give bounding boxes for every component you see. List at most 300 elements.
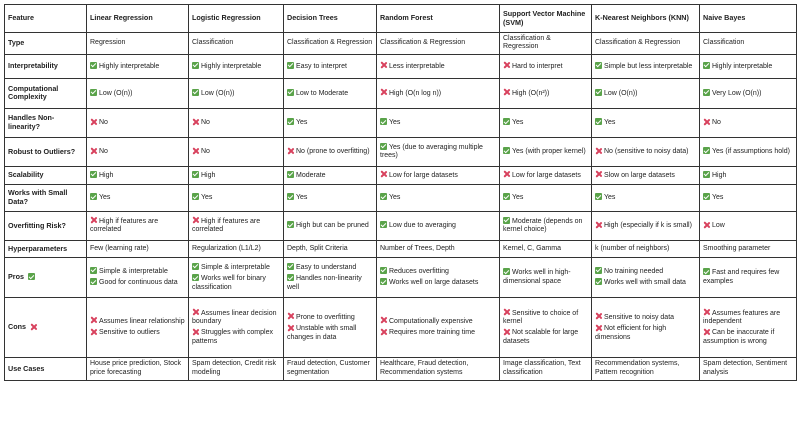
cell-text: Highly interpretable [201, 62, 262, 70]
cell-text: Assumes linear relationship [99, 317, 185, 325]
cross-icon [703, 309, 710, 316]
cell-text: Regression [90, 39, 126, 47]
cell-interpretability-logistic-regression [189, 54, 284, 78]
cell-line [192, 118, 280, 127]
cell-text: Low to Moderate [296, 89, 349, 97]
check-icon [287, 118, 294, 125]
cell-pros-decision-trees [284, 257, 377, 297]
cell-scalability-support-vector-machine-svm [500, 166, 592, 184]
cell-text: Number of Trees, Depth [380, 244, 455, 252]
cross-icon [380, 328, 387, 335]
cell-line [503, 62, 588, 71]
cell-computational-complexity-random-forest [377, 78, 500, 108]
cell-line [595, 278, 696, 287]
cell-type-logistic-regression [189, 33, 284, 55]
cell-computational-complexity-naive-bayes [700, 78, 797, 108]
cell-line [90, 267, 185, 276]
cell-type-support-vector-machine-svm [500, 33, 592, 55]
cell-line [380, 171, 496, 180]
cell-handles-non-linearity-logistic-regression [189, 108, 284, 137]
cross-icon [380, 62, 387, 69]
row-label-robust-to-outliers [5, 137, 87, 166]
check-icon [503, 147, 510, 154]
cell-pros-k-nearest-neighbors-knn [592, 257, 700, 297]
cell-use-cases-naive-bayes [700, 357, 797, 380]
row-label-interpretability [5, 54, 87, 78]
cell-line [287, 62, 373, 71]
cell-line [703, 309, 793, 327]
check-icon [90, 171, 97, 178]
cell-text: No [201, 119, 210, 127]
cell-scalability-random-forest [377, 166, 500, 184]
cell-text: Handles non-linearity well [287, 275, 362, 291]
check-icon [703, 89, 710, 96]
cell-robust-to-outliers-support-vector-machine-svm [500, 137, 592, 166]
cell-text: High if features are correlated [90, 217, 159, 234]
cell-type-linear-regression [87, 33, 189, 55]
cell-line [380, 193, 496, 202]
cell-text: Slow on large datasets [604, 171, 675, 179]
cell-line [287, 147, 373, 156]
cell-line [503, 309, 588, 327]
cell-line [287, 263, 373, 272]
cell-text: Yes (with proper kernel) [512, 148, 586, 156]
row-label-computational-complexity [5, 78, 87, 108]
cell-text: High but can be pruned [296, 222, 369, 230]
cell-use-cases-logistic-regression [189, 357, 284, 380]
cell-scalability-decision-trees [284, 166, 377, 184]
cell-cons-logistic-regression [189, 297, 284, 357]
cross-icon [192, 147, 199, 154]
cell-computational-complexity-linear-regression [87, 78, 189, 108]
check-icon [380, 267, 387, 274]
check-icon [703, 268, 710, 275]
cell-hyperparameters-random-forest [377, 240, 500, 257]
cross-icon [595, 147, 602, 154]
cell-line [90, 89, 185, 98]
cell-text: Classification & Regression [380, 39, 466, 47]
cell-cons-naive-bayes [700, 297, 797, 357]
cell-line [595, 89, 696, 98]
cell-hyperparameters-logistic-regression [189, 240, 284, 257]
cell-line [703, 245, 793, 253]
cell-works-with-small-data-random-forest [377, 184, 500, 211]
header-random-forest: Random Forest [377, 5, 500, 33]
check-icon [503, 217, 510, 224]
cell-line [192, 274, 280, 292]
check-icon [90, 89, 97, 96]
cell-line [595, 171, 696, 180]
cell-text: Yes [389, 194, 401, 202]
cell-line [503, 328, 588, 346]
cell-text: Yes [99, 194, 111, 202]
cell-line [287, 118, 373, 127]
cell-line [192, 193, 280, 202]
cell-line [703, 118, 793, 127]
cell-text: Yes [512, 119, 524, 127]
cell-text: High (O(n log n)) [389, 89, 442, 97]
cell-text: Assumes features are independent [703, 309, 781, 325]
cell-line [380, 221, 496, 230]
cell-text: No [712, 119, 721, 127]
row-label-text: Scalability [8, 170, 44, 180]
cell-text: Low for large datasets [512, 171, 581, 179]
cell-line [703, 360, 793, 377]
cell-line [380, 89, 496, 98]
table-row-works-with-small-data [5, 184, 797, 211]
cell-line [703, 221, 793, 230]
check-icon [287, 171, 294, 178]
cell-use-cases-random-forest [377, 357, 500, 380]
cell-scalability-naive-bayes [700, 166, 797, 184]
check-icon [380, 221, 387, 228]
cell-text: Classification [192, 39, 234, 47]
row-label-type [5, 33, 87, 55]
cell-text: Works well with small data [604, 279, 686, 287]
check-icon [503, 268, 510, 275]
cell-text: High if features are correlated [192, 217, 261, 234]
cell-cons-linear-regression [87, 297, 189, 357]
row-label-overfitting-risk [5, 211, 87, 240]
cross-icon [380, 171, 387, 178]
cell-text: Good for continuous data [99, 279, 178, 287]
cell-hyperparameters-decision-trees [284, 240, 377, 257]
row-label-handles-non-linearity [5, 108, 87, 137]
check-icon [192, 274, 199, 281]
row-label-works-with-small-data [5, 184, 87, 211]
cell-works-with-small-data-support-vector-machine-svm [500, 184, 592, 211]
cell-line [192, 39, 280, 47]
cell-line [595, 324, 696, 342]
table-row-hyperparameters [5, 240, 797, 257]
cell-text: Classification & Regression [595, 39, 681, 47]
header-feature: Feature [5, 5, 87, 33]
cell-works-with-small-data-k-nearest-neighbors-knn [592, 184, 700, 211]
check-icon [595, 89, 602, 96]
check-icon [595, 62, 602, 69]
check-icon [595, 193, 602, 200]
cell-text: Highly interpretable [99, 62, 160, 70]
cell-text: Can be inaccurate if assumption is wrong [703, 329, 775, 345]
cell-text: Not scalable for large datasets [503, 329, 579, 345]
check-icon [90, 278, 97, 285]
cell-text: House price prediction, Stock price forecasting [90, 360, 182, 376]
cell-text: High [99, 171, 114, 179]
cell-text: Image classification, Text classification [503, 360, 581, 376]
cell-line [90, 62, 185, 71]
check-icon [503, 193, 510, 200]
cross-icon [503, 171, 510, 178]
cell-overfitting-risk-linear-regression [87, 211, 189, 240]
cell-cons-support-vector-machine-svm [500, 297, 592, 357]
cell-text: Reduces overfitting [389, 267, 449, 275]
cell-pros-random-forest [377, 257, 500, 297]
cell-text: No training needed [604, 267, 664, 275]
cross-icon [90, 217, 97, 224]
check-icon [703, 193, 710, 200]
cell-pros-support-vector-machine-svm [500, 257, 592, 297]
row-label-cons [5, 297, 87, 357]
header-naive-bayes: Naive Bayes [700, 5, 797, 33]
cell-line [703, 62, 793, 71]
cell-line [287, 274, 373, 292]
check-icon [90, 193, 97, 200]
check-icon [595, 267, 602, 274]
cell-robust-to-outliers-random-forest [377, 137, 500, 166]
header-knn: K-Nearest Neighbors (KNN) [592, 5, 700, 33]
cross-icon [287, 147, 294, 154]
row-label-use-cases [5, 357, 87, 380]
cell-works-with-small-data-logistic-regression [189, 184, 284, 211]
check-icon [703, 62, 710, 69]
comparison-table-container [4, 4, 797, 381]
cell-text: Prone to overfitting [296, 313, 355, 321]
cell-text: Yes (if assumptions hold) [712, 148, 790, 156]
cell-handles-non-linearity-support-vector-machine-svm [500, 108, 592, 137]
cell-text: No (prone to overfitting) [296, 148, 370, 156]
cell-pros-logistic-regression [189, 257, 284, 297]
cell-use-cases-support-vector-machine-svm [500, 357, 592, 380]
check-icon [380, 278, 387, 285]
cell-text: Sensitive to choice of kernel [503, 309, 579, 325]
cell-works-with-small-data-naive-bayes [700, 184, 797, 211]
cross-icon [287, 324, 294, 331]
cross-icon [192, 118, 199, 125]
cell-text: Classification & Regression [287, 39, 373, 47]
cell-line [595, 39, 696, 47]
cell-hyperparameters-naive-bayes [700, 240, 797, 257]
cell-line [595, 62, 696, 71]
cell-line [595, 193, 696, 202]
cell-line [595, 147, 696, 156]
cell-text: Yes [389, 119, 401, 127]
table-row-type [5, 33, 797, 55]
cross-icon [503, 62, 510, 69]
cell-cons-decision-trees [284, 297, 377, 357]
row-label-text: Pros [8, 272, 24, 282]
table-row-cons [5, 297, 797, 357]
cross-icon [595, 313, 602, 320]
cell-line [595, 360, 696, 377]
cell-text: No (sensitive to noisy data) [604, 148, 689, 156]
cell-line [503, 171, 588, 180]
cell-cons-random-forest [377, 297, 500, 357]
check-icon [703, 147, 710, 154]
cell-line [703, 147, 793, 156]
cell-line [90, 39, 185, 47]
check-icon [380, 193, 387, 200]
cell-handles-non-linearity-k-nearest-neighbors-knn [592, 108, 700, 137]
cross-icon [380, 317, 387, 324]
cross-icon [595, 324, 602, 331]
check-icon [503, 118, 510, 125]
table-row-overfitting-risk [5, 211, 797, 240]
cross-icon [90, 317, 97, 324]
table-row-handles-non-linearity [5, 108, 797, 137]
cell-line [703, 89, 793, 98]
cell-text: Not efficient for high dimensions [595, 325, 667, 341]
row-label-hyperparameters [5, 240, 87, 257]
cell-text: No [99, 148, 108, 156]
cell-text: Yes [712, 194, 724, 202]
cell-hyperparameters-linear-regression [87, 240, 189, 257]
cell-line [595, 313, 696, 322]
cell-line [90, 217, 185, 235]
cell-line [380, 62, 496, 71]
cell-line [595, 118, 696, 127]
cell-text: Assumes linear decision boundary [192, 309, 277, 325]
cell-type-k-nearest-neighbors-knn [592, 33, 700, 55]
cell-text: Simple & interpretable [201, 263, 270, 271]
cross-icon [703, 221, 710, 228]
cell-line [380, 360, 496, 377]
cross-icon [703, 118, 710, 125]
cell-text: Computationally expensive [389, 317, 473, 325]
cell-line [90, 147, 185, 156]
cell-line [192, 62, 280, 71]
cell-computational-complexity-support-vector-machine-svm [500, 78, 592, 108]
cell-line [595, 267, 696, 276]
cell-text: Simple but less interpretable [604, 62, 693, 70]
row-label-text: Handles Non-linearity? [8, 113, 55, 131]
cell-line [192, 360, 280, 377]
cell-line [90, 278, 185, 287]
cell-text: Highly interpretable [712, 62, 773, 70]
cell-text: Moderate [296, 171, 326, 179]
cell-text: Works well for binary classification [192, 275, 266, 291]
cell-line [703, 193, 793, 202]
cross-icon [30, 323, 37, 330]
cell-type-naive-bayes [700, 33, 797, 55]
cell-line [287, 193, 373, 202]
cell-type-decision-trees [284, 33, 377, 55]
row-label-pros [5, 257, 87, 297]
check-icon [192, 263, 199, 270]
cell-line [90, 118, 185, 127]
check-icon [192, 171, 199, 178]
cell-text: Struggles with complex patterns [192, 329, 273, 345]
cell-interpretability-random-forest [377, 54, 500, 78]
cell-text: Hard to interpret [512, 62, 563, 70]
cell-robust-to-outliers-logistic-regression [189, 137, 284, 166]
cell-line [192, 217, 280, 235]
cell-text: Low [712, 222, 725, 230]
cell-text: Fast and requires few examples [703, 269, 780, 285]
cell-text: Smoothing parameter [703, 244, 771, 252]
cell-text: Healthcare, Fraud detection, Recommendation systems [380, 360, 469, 376]
cell-text: Low (O(n)) [604, 89, 638, 97]
cell-line [380, 328, 496, 337]
cross-icon [192, 328, 199, 335]
cell-text: Few (learning rate) [90, 244, 149, 252]
cell-line [703, 39, 793, 47]
cross-icon [287, 313, 294, 320]
cell-line [503, 360, 588, 377]
cell-line [380, 118, 496, 127]
cell-handles-non-linearity-random-forest [377, 108, 500, 137]
cell-handles-non-linearity-naive-bayes [700, 108, 797, 137]
cell-scalability-logistic-regression [189, 166, 284, 184]
check-icon [380, 118, 387, 125]
cell-text: Yes [201, 194, 213, 202]
cell-line [192, 89, 280, 98]
cell-robust-to-outliers-linear-regression [87, 137, 189, 166]
cell-interpretability-naive-bayes [700, 54, 797, 78]
cell-line [503, 35, 588, 52]
cell-line [287, 221, 373, 230]
cell-scalability-linear-regression [87, 166, 189, 184]
cell-line [503, 118, 588, 127]
cell-line [90, 193, 185, 202]
check-icon [28, 273, 35, 280]
cell-text: Recommendation systems, Pattern recognition [595, 360, 680, 376]
check-icon [287, 89, 294, 96]
cell-overfitting-risk-random-forest [377, 211, 500, 240]
cross-icon [90, 328, 97, 335]
cross-icon [192, 217, 199, 224]
cell-overfitting-risk-naive-bayes [700, 211, 797, 240]
check-icon [287, 62, 294, 69]
cell-text: Classification & Regression [503, 35, 551, 51]
cell-line [503, 89, 588, 98]
cell-interpretability-linear-regression [87, 54, 189, 78]
header-row [5, 5, 797, 33]
cell-robust-to-outliers-decision-trees [284, 137, 377, 166]
cross-icon [503, 328, 510, 335]
cell-text: Less interpretable [389, 62, 445, 70]
row-label-text: Hyperparameters [8, 243, 68, 253]
check-icon [287, 263, 294, 270]
cell-text: Very Low (O(n)) [712, 89, 762, 97]
cell-line [595, 221, 696, 230]
header-svm: Support Vector Machine (SVM) [500, 5, 592, 33]
cell-line [287, 360, 373, 377]
cell-works-with-small-data-linear-regression [87, 184, 189, 211]
cell-line [503, 217, 588, 235]
header-decision-trees: Decision Trees [284, 5, 377, 33]
cross-icon [503, 309, 510, 316]
check-icon [287, 274, 294, 281]
check-icon [192, 89, 199, 96]
cell-line [287, 171, 373, 180]
cell-text: Requires more training time [389, 329, 475, 337]
cell-handles-non-linearity-decision-trees [284, 108, 377, 137]
cell-overfitting-risk-decision-trees [284, 211, 377, 240]
row-label-text: Robust to Outliers? [8, 146, 76, 156]
cell-use-cases-decision-trees [284, 357, 377, 380]
cell-overfitting-risk-k-nearest-neighbors-knn [592, 211, 700, 240]
cell-text: Easy to understand [296, 263, 357, 271]
cell-line [90, 171, 185, 180]
cell-interpretability-decision-trees [284, 54, 377, 78]
cell-text: Spam detection, Credit risk modeling [192, 360, 277, 376]
cell-handles-non-linearity-linear-regression [87, 108, 189, 137]
cell-text: Works well on large datasets [389, 279, 479, 287]
cell-text: Low for large datasets [389, 171, 458, 179]
cell-line [503, 147, 588, 156]
cell-line [192, 147, 280, 156]
cross-icon [90, 147, 97, 154]
cell-text: Yes [296, 194, 308, 202]
cell-text: Kernel, C, Gamma [503, 244, 561, 252]
cell-text: High (O(n²)) [512, 89, 550, 97]
table-row-pros [5, 257, 797, 297]
cell-text: Depth, Split Criteria [287, 244, 348, 252]
cell-text: High [201, 171, 216, 179]
cell-robust-to-outliers-k-nearest-neighbors-knn [592, 137, 700, 166]
cell-line [380, 267, 496, 276]
cell-text: Unstable with small changes in data [287, 325, 357, 341]
